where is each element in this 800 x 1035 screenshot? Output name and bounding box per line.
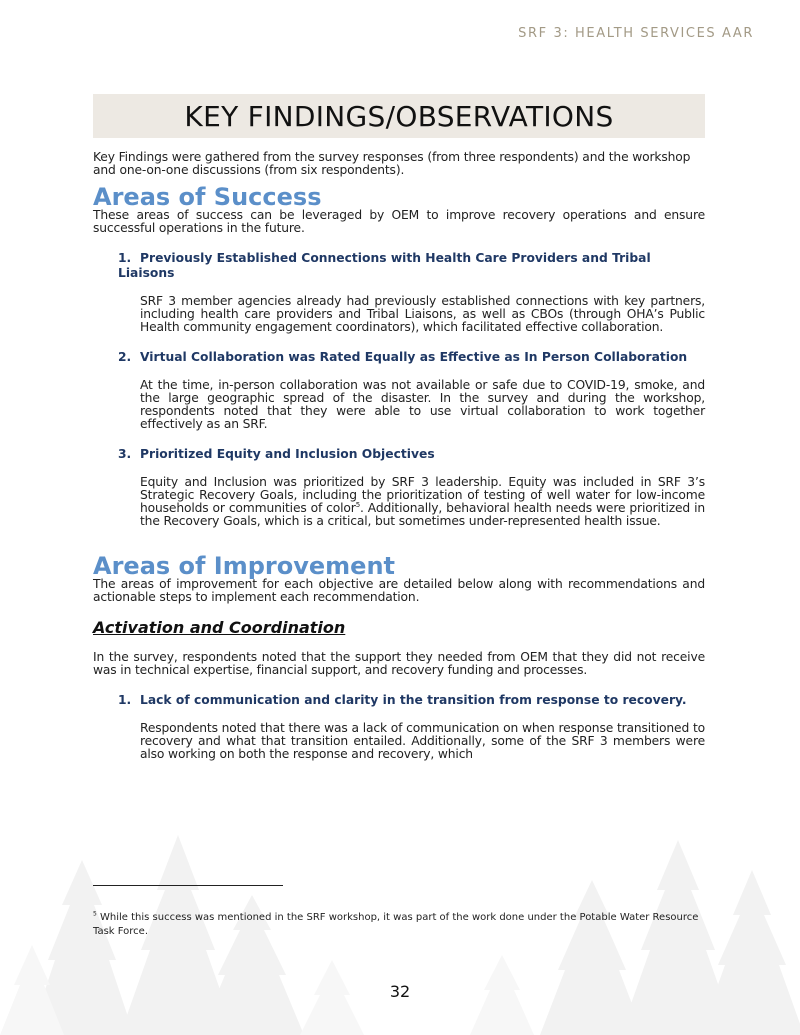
item-number: 3. [118,447,132,461]
page-number: 32 [389,982,411,1001]
item-heading-text: Lack of communication and clarity in the transition from response to recovery. [140,693,687,707]
footnote-text: While this success was mentioned in the SRF workshop, it was part of the work done under the Potable Water Resource Task Force. [93,912,699,937]
footnote [93,911,705,939]
item-number: 1. [118,693,132,707]
footnote-reference[interactable]: 5 [355,500,361,509]
intro-paragraph: Key Findings were gathered from the survey responses (from three respondents) and the workshop and one-on-one discussions (from six respondents). [93,150,691,177]
item-body-text: Equity and Inclusion was prioritized by SRF 3 leadership. Equity was included in SRF 3’s Strategic Recovery Goals, including the prioritization of testing of well water for low-income households or communities of color [140,475,705,515]
footnote-divider [93,885,283,886]
success-intro: These areas of success can be leveraged by OEM to improve recovery operations and ensure successful operations in the future. [93,208,705,235]
areas-of-improvement-heading: Areas of Improvement [93,552,396,580]
improvement-list [93,693,705,761]
item-heading [118,447,705,462]
item-heading-text: Previously Established Connections with Health Care Providers and Tribal Liaisons [118,251,651,280]
list-item [93,251,705,334]
item-body: SRF 3 member agencies already had previously established connections with key partners, including health care providers and Tribal Liaisons, as well as CBOs (through OHA’s Public Health community engagement coordinators), which facilitated effective collaboration. [140,294,705,334]
item-number: 2. [118,350,132,364]
item-body [140,476,705,528]
item-heading [118,350,705,365]
areas-of-success-heading: Areas of Success [93,183,322,211]
item-heading [118,693,705,708]
item-number: 1. [118,251,132,265]
list-item [93,693,705,761]
footnote-number: 5 [93,910,97,918]
running-header: SRF 3: HEALTH SERVICES AAR [518,26,754,41]
item-heading-text: Prioritized Equity and Inclusion Objectives [140,447,435,461]
improvement-intro: The areas of improvement for each objective are detailed below along with recommendations and actionable steps to implement each recommendation. [93,577,705,604]
item-heading [118,251,705,281]
page-title: KEY FINDINGS/OBSERVATIONS [184,100,614,133]
activation-intro: In the survey, respondents noted that the support they needed from OEM that they did not receive was in technical expertise, financial support, and recovery funding and processes. [93,650,705,677]
item-heading-text: Virtual Collaboration was Rated Equally as Effective as In Person Collaboration [140,350,688,364]
list-item [93,447,705,528]
activation-coordination-heading: Activation and Coordination [93,618,346,637]
success-list [93,251,705,528]
page-content [93,94,705,761]
list-item [93,350,705,431]
item-body: At the time, in-person collaboration was not available or safe due to COVID-19, smoke, and the large geographic spread of the disaster. In the survey and during the workshop, respondents noted that they were able to use virtual collaboration to work together effectively as an SRF. [140,378,705,431]
item-body: Respondents noted that there was a lack of communication on when response transitioned to recovery and what that transition entailed. Additionally, some of the SRF 3 members were also working on both the response and recovery, which [140,721,705,761]
item-body-text: . Additionally, behavioral health needs were prioritized in the Recovery Goals, which is a critical, but sometimes under-represented health issue. [140,501,706,528]
section-banner [93,94,705,138]
